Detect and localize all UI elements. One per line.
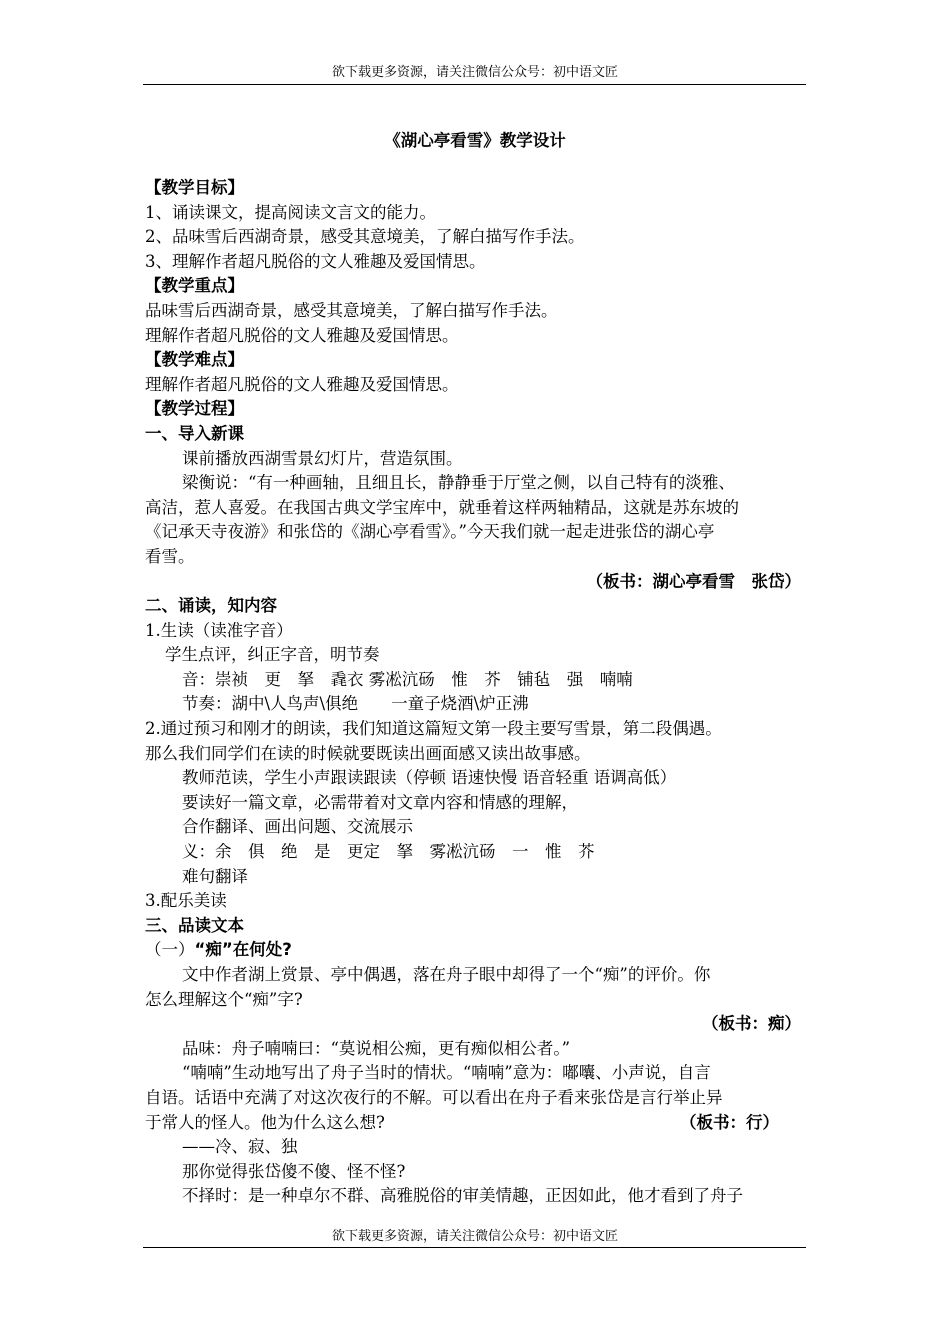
document-body bbox=[145, 176, 809, 1209]
difficulties-heading: 【教学难点】 bbox=[145, 350, 244, 370]
paragraph: 不择时：是一种卓尔不群、高雅脱俗的审美情趣，正因如此，他才看到了舟子 bbox=[182, 1186, 743, 1206]
paragraph-line-with-note bbox=[145, 1111, 809, 1136]
section-1-heading: 一、导入新课 bbox=[145, 423, 244, 443]
paragraph: 梁衡说：“有一种画轴，且细且长，静静垂于厅堂之侧，以自己特有的淡雅、 bbox=[182, 473, 735, 493]
rhythm-line: 节奏：湖中\人鸟声\俱绝 一童子烧酒\炉正沸 bbox=[182, 694, 529, 714]
goals-heading: 【教学目标】 bbox=[145, 178, 244, 197]
paragraph: “喃喃”生动地写出了舟子当时的情状。“喃喃”意为：嘟囔、小声说，自言 bbox=[182, 1063, 711, 1083]
difficulty-item: 理解作者超凡脱俗的文人雅趣及爱国情思。 bbox=[145, 374, 459, 394]
board-note: （板书：痴） bbox=[702, 1014, 801, 1034]
paragraph: 合作翻译、画出问题、交流展示 bbox=[182, 817, 413, 837]
paragraph: 1.生读（读准字音） bbox=[145, 620, 293, 640]
process-heading: 【教学过程】 bbox=[145, 399, 244, 419]
paragraph-line: 怎么理解这个“痴”字? bbox=[145, 989, 303, 1009]
section-3-heading: 三、品读文本 bbox=[145, 915, 244, 935]
footer-rule bbox=[143, 1247, 806, 1248]
paragraph-text: 于常人的怪人。他为什么这么想? bbox=[145, 1112, 385, 1132]
paragraph: 文中作者湖上赏景、亭中偶遇，落在舟子眼中却得了一个“痴”的评价。你 bbox=[182, 965, 711, 984]
key-points-heading: 【教学重点】 bbox=[145, 276, 244, 296]
subsection-heading bbox=[145, 938, 809, 963]
paragraph: 学生点评，纠正字音，明节奏 bbox=[165, 645, 380, 665]
board-note: （板书：湖心亭看雪 张岱） bbox=[586, 571, 801, 591]
goal-item: 1、诵读课文，提高阅读文言文的能力。 bbox=[145, 202, 436, 222]
document-title: 《湖心亭看雪》教学设计 bbox=[384, 131, 566, 150]
paragraph: 难句翻译 bbox=[182, 866, 248, 886]
meaning-line: 义：余 俱 绝 是 更定 拏 雾凇沆砀 一 惟 芥 bbox=[182, 842, 595, 862]
goal-item: 3、理解作者超凡脱俗的文人雅趣及爱国情思。 bbox=[145, 251, 486, 271]
paragraph: ——冷、寂、独 bbox=[182, 1137, 298, 1157]
subsection-title: “痴”在何处? bbox=[194, 940, 292, 960]
paragraph-line: 自语。话语中充满了对这次夜行的不解。可以看出在舟子看来张岱是言行举止异 bbox=[145, 1087, 723, 1107]
key-point-item: 理解作者超凡脱俗的文人雅趣及爱国情思。 bbox=[145, 325, 459, 345]
paragraph: 品味：舟子喃喃曰：“莫说相公痴，更有痴似相公者。” bbox=[182, 1038, 571, 1058]
section-2-heading: 二、诵读，知内容 bbox=[145, 596, 277, 616]
paragraph: 那么我们同学们在读的时候就要既读出画面感又读出故事感。 bbox=[145, 743, 591, 763]
pronunciation-line: 音：崇祯 更 拏 毳衣 雾凇沆砀 惟 芥 铺毡 强 喃喃 bbox=[182, 669, 633, 689]
paragraph: 要读好一篇文章，必需带着对文章内容和情感的理解， bbox=[182, 792, 578, 812]
paragraph-line: 《记承天寺夜游》和张岱的《湖心亭看雪》。”今天我们就一起走进张岱的湖心亭 bbox=[145, 522, 715, 542]
board-note: （板书：行） bbox=[680, 1112, 779, 1132]
subsection-prefix: （一） bbox=[145, 940, 195, 960]
paragraph: 2.通过预习和刚才的朗读，我们知道这篇短文第一段主要写雪景，第二段偶遇。 bbox=[145, 719, 722, 739]
header-rule bbox=[143, 84, 806, 85]
goal-item: 2、品味雪后西湖奇景，感受其意境美，了解白描写作手法。 bbox=[145, 227, 585, 247]
paragraph: 3.配乐美读 bbox=[145, 891, 227, 911]
paragraph: 那你觉得张岱傻不傻、怪不怪? bbox=[182, 1161, 406, 1181]
paragraph: 教师范读，学生小声跟读跟读（停顿 语速快慢 语音轻重 语调高低） bbox=[182, 768, 677, 788]
paragraph-line: 看雪。 bbox=[145, 546, 195, 566]
paragraph: 课前播放西湖雪景幻灯片，营造氛围。 bbox=[182, 448, 463, 468]
page-header: 欲下载更多资源，请关注微信公众号：初中语文匠 bbox=[331, 65, 618, 80]
key-point-item: 品味雪后西湖奇景，感受其意境美，了解白描写作手法。 bbox=[145, 300, 558, 320]
page-footer: 欲下载更多资源，请关注微信公众号：初中语文匠 bbox=[331, 1229, 618, 1244]
paragraph-line: 高洁，惹人喜爱。在我国古典文学宝库中，就垂着这样两轴精品，这就是苏东坡的 bbox=[145, 497, 739, 517]
